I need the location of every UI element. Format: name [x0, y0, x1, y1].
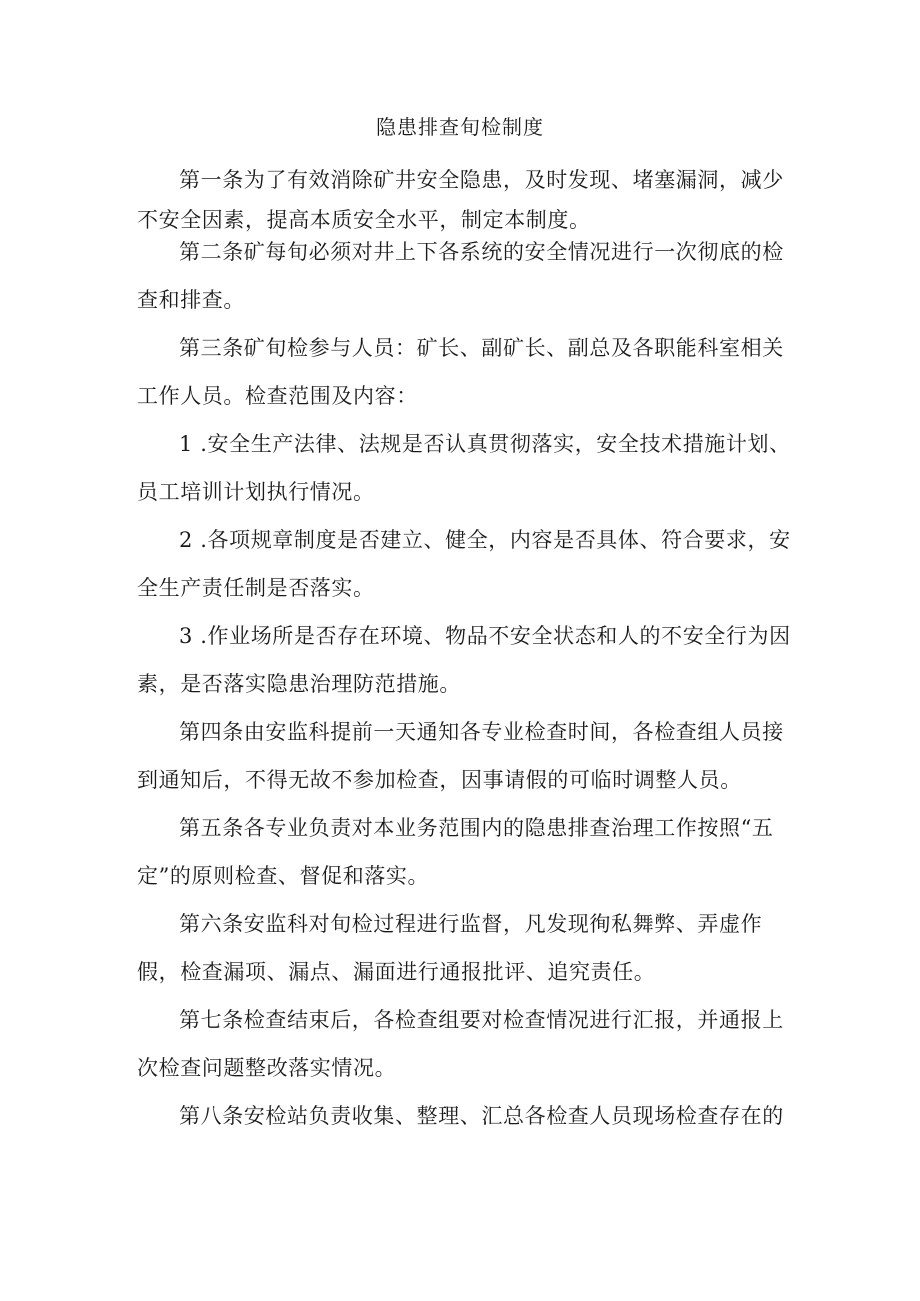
paragraph-article-5: 第五条各专业负责对本业务范围内的隐患排查治理工作按照“五定”的原则检查、督促和落实。 — [137, 816, 774, 888]
paragraph-item-2: 2 .各项规章制度是否建立、健全，内容是否具体、符合要求，安全生产责任制是否落实。 — [137, 528, 791, 600]
paragraph-article-4: 第四条由安监科提前一天通知各专业检查时间，各检查组人员接到通知后，不得无故不参加检查，因事请假的可临时调整人员。 — [137, 720, 784, 792]
document-title: 隐患排查旬检制度 — [376, 115, 544, 139]
paragraph-article-7: 第七条检查结束后，各检查组要对检查情况进行汇报，并通报上次检查问题整改落实情况。 — [137, 1008, 784, 1080]
paragraph-article-3: 第三条矿旬检参与人员：矿长、副矿长、副总及各职能科室相关工作人员。检查范围及内容： — [137, 336, 784, 408]
paragraph-item-3: 3 .作业场所是否存在环境、物品不安全状态和人的不安全行为因素，是否落实隐患治理防范措施。 — [137, 624, 791, 696]
paragraph-article-2: 第二条矿每旬必须对井上下各系统的安全情况进行一次彻底的检查和排查。 — [137, 240, 784, 312]
paragraph-article-6: 第六条安监科对旬检过程进行监督，凡发现徇私舞弊、弄虚作假，检查漏项、漏点、漏面进行通报批评、追究责任。 — [137, 912, 763, 984]
paragraph-article-8: 第八条安检站负责收集、整理、汇总各检查人员现场检查存在的 — [179, 1104, 784, 1128]
paragraph-article-1: 第一条为了有效消除矿井安全隐患，及时发现、堵塞漏洞，减少不安全因素，提高本质安全水平，制定本制度。 — [137, 168, 784, 232]
paragraph-item-1: 1 .安全生产法律、法规是否认真贯彻落实，安全技术措施计划、员工培训计划执行情况。 — [137, 432, 791, 504]
